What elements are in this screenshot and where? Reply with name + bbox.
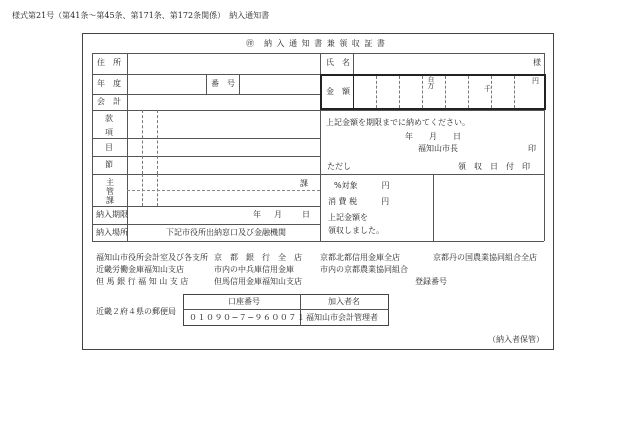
accounting-label: 会 計 — [97, 97, 121, 106]
col-line — [92, 53, 93, 241]
kou-label: 項 — [105, 128, 113, 137]
form-title: ㊞ 納 入 通 知 書 兼 領 収 証 書 — [246, 39, 386, 48]
bank-item: 近畿労働金庫福知山支店 — [96, 265, 184, 274]
sen-label: 千 — [484, 85, 491, 93]
received-line-2: 領収しました。 — [328, 226, 384, 235]
postal-label: 近畿２府４県の郵便局 — [96, 307, 176, 316]
digit-dash — [399, 76, 400, 108]
hyakuman-label: 百万 — [427, 75, 435, 90]
bank-item: 京都北都信用金庫全店 — [320, 253, 400, 262]
digit-dash — [491, 76, 492, 108]
sub-col-dash — [142, 110, 143, 174]
row-line — [92, 110, 544, 111]
notice-line: 上記金額を期限までに納めてください。 — [326, 118, 470, 127]
sub-col-dash — [157, 110, 158, 174]
digit-dash — [468, 76, 469, 108]
consumption-tax: 消 費 税 円 — [328, 197, 390, 206]
deadline-day: 日 — [302, 210, 310, 219]
row-line — [92, 241, 544, 242]
shukan-label: 主管課 — [106, 178, 114, 205]
name-label: 氏 名 — [326, 58, 350, 67]
account-number-value: ０１０９０−７−９６００７１ — [189, 313, 306, 322]
row-line — [92, 53, 544, 54]
amount-divider — [353, 74, 354, 110]
digit-dash — [514, 76, 515, 108]
holder-header: 加入者名 — [328, 297, 360, 306]
sama-label: 様 — [533, 58, 541, 67]
seal-mark: 印 — [528, 144, 536, 153]
row-line — [92, 174, 544, 175]
bank-item: 市内の中兵庫信用金庫 — [214, 265, 294, 274]
payer-copy-label: （納入者保管） — [488, 335, 544, 344]
account-number-header: 口座番号 — [228, 297, 260, 306]
sub-row-dash — [127, 190, 320, 191]
col-line — [239, 74, 240, 94]
form-header: 様式第21号（第41条～第45条、第171条、第172条関係） 納入通知書 — [12, 11, 270, 20]
postal-row-line — [183, 309, 389, 310]
deadline-month: 月 — [274, 210, 282, 219]
moku-label: 目 — [105, 143, 113, 152]
registration-number-label: 登録番号 — [415, 277, 447, 286]
col-line — [433, 174, 434, 241]
bank-item: 京都丹の国農業協同組合全店 — [433, 253, 537, 262]
bank-item: 福知山市役所会計室及び各支所 — [96, 253, 208, 262]
place-label: 納入場所 — [96, 228, 128, 237]
mayor-name: 福知山市長 — [418, 144, 458, 153]
deadline-label: 納入期限 — [96, 210, 128, 219]
received-line-1: 上記金額を — [328, 213, 368, 222]
tadashi-label: ただし — [327, 162, 351, 171]
kan-label: 款 — [105, 114, 113, 123]
deadline-year: 年 — [253, 210, 261, 219]
digit-dash — [445, 76, 446, 108]
setsu-label: 節 — [105, 160, 113, 169]
col-line — [206, 74, 207, 94]
tax-target: %対象 円 — [334, 181, 390, 190]
receipt-stamp-label: 領 収 日 付 印 — [458, 162, 530, 171]
bank-item: 京 都 銀 行 全 店 — [214, 253, 302, 262]
amount-label: 金 額 — [326, 87, 350, 96]
place-value: 下記市役所出納窓口及び金融機関 — [166, 228, 286, 237]
bank-item: 但馬信用金庫福知山支店 — [214, 277, 302, 286]
fiscal-year-label: 年 度 — [97, 79, 121, 88]
digit-dash — [376, 76, 377, 108]
number-label: 番 号 — [211, 79, 235, 88]
ka-label: 課 — [300, 179, 308, 188]
bank-item: 但 馬 銀 行 福 知 山 支 店 — [96, 277, 189, 286]
digit-dash — [422, 76, 423, 108]
notice-date: 年 月 日 — [405, 132, 461, 141]
holder-value: 福知山市会計管理者 — [306, 313, 378, 322]
bank-item: 市内の京都農業協同組合 — [320, 265, 408, 274]
yen-label: 円 — [532, 77, 539, 85]
address-label: 住 所 — [97, 58, 121, 67]
